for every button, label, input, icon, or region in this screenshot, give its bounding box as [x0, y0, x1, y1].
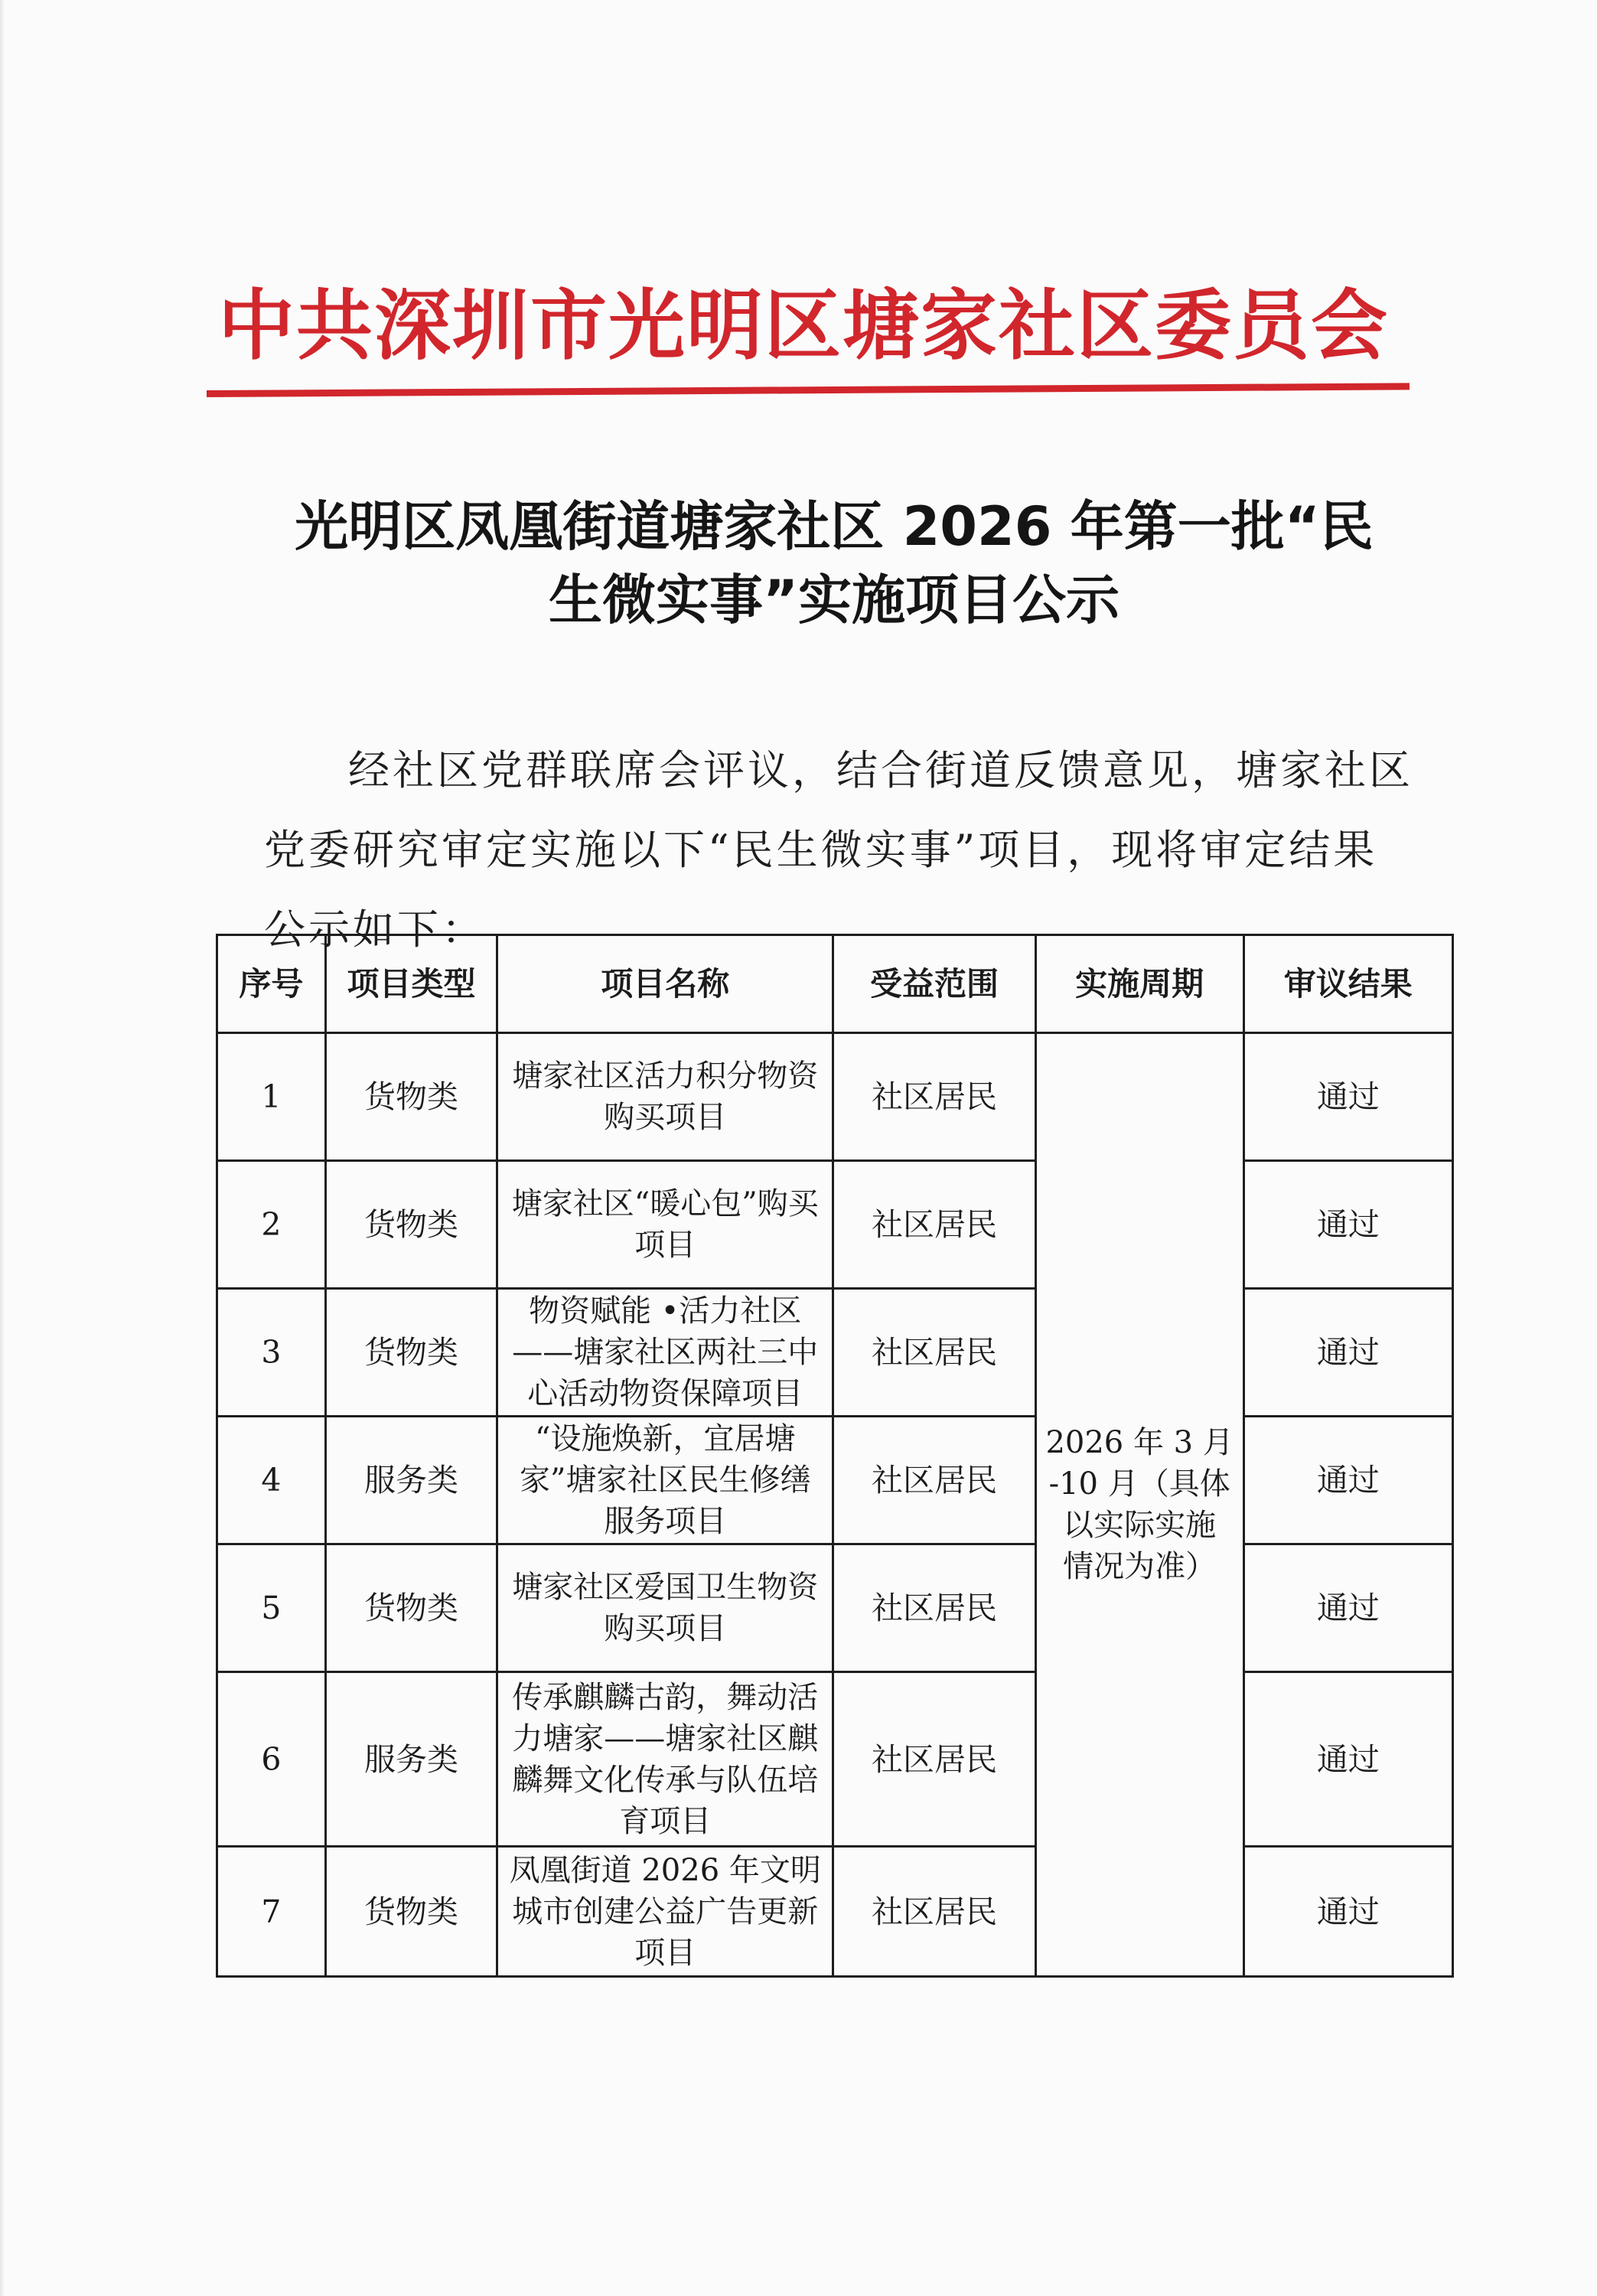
row-scope: 社区居民 — [833, 1161, 1035, 1289]
row-name: 凤凰街道 2026 年文明城市创建公益广告更新项目 — [497, 1847, 833, 1977]
table-row — [217, 1289, 1453, 1417]
header-result: 审议结果 — [1243, 935, 1452, 1033]
row-scope: 社区居民 — [833, 1544, 1035, 1672]
row-type: 服务类 — [325, 1417, 497, 1544]
row-result: 通过 — [1243, 1417, 1452, 1544]
row-type: 货物类 — [325, 1847, 497, 1977]
period-cell — [1035, 1033, 1243, 1977]
header-scope: 受益范围 — [833, 935, 1035, 1033]
header-period: 实施周期 — [1035, 935, 1243, 1033]
page-edge-shadow — [0, 0, 5, 2296]
row-name: 塘家社区活力积分物资购买项目 — [497, 1033, 833, 1161]
row-no: 3 — [217, 1289, 326, 1417]
row-scope: 社区居民 — [833, 1672, 1035, 1847]
projects-table — [216, 934, 1454, 1978]
row-scope: 社区居民 — [833, 1033, 1035, 1161]
table-row — [217, 1033, 1453, 1161]
row-result: 通过 — [1243, 1544, 1452, 1672]
row-no: 6 — [217, 1672, 326, 1847]
row-type: 货物类 — [325, 1161, 497, 1289]
row-scope: 社区居民 — [833, 1289, 1035, 1417]
document-title-line-1: 光明区凤凰街道塘家社区 2026 年第一批“民 — [295, 495, 1374, 558]
period-line-4: 情况为准） — [1063, 1549, 1217, 1584]
row-type: 货物类 — [325, 1033, 497, 1161]
row-no: 7 — [217, 1847, 326, 1977]
table-row — [217, 1672, 1453, 1847]
row-result: 通过 — [1243, 1161, 1452, 1289]
row-no: 2 — [217, 1161, 326, 1289]
row-name: 塘家社区爱国卫生物资购买项目 — [497, 1544, 833, 1672]
header-type: 项目类型 — [325, 935, 497, 1033]
row-name: 传承麒麟古韵，舞动活力塘家——塘家社区麒麟舞文化传承与队伍培育项目 — [497, 1672, 833, 1847]
row-result: 通过 — [1243, 1672, 1452, 1847]
table-row — [217, 1417, 1453, 1544]
intro-line-2: 党委研究审定实施以下“民生微实事”项目，现将审定结果 — [264, 826, 1378, 874]
row-name: 塘家社区“暖心包”购买项目 — [497, 1161, 833, 1289]
row-result: 通过 — [1243, 1033, 1452, 1161]
intro-line-3: 公示如下： — [264, 905, 486, 954]
row-type: 服务类 — [325, 1672, 497, 1847]
letterhead-title: 中共深圳市光明区塘家社区委员会 — [218, 280, 1389, 370]
table-row — [217, 1847, 1453, 1977]
letterhead-red-rule — [207, 383, 1410, 397]
row-type: 货物类 — [325, 1289, 497, 1417]
table-header-row — [217, 935, 1453, 1033]
row-type: 货物类 — [325, 1544, 497, 1672]
document-title-line-2: 生微实事”实施项目公示 — [548, 569, 1120, 631]
table-row — [217, 1161, 1453, 1289]
header-no: 序号 — [217, 935, 326, 1033]
row-name: 物资赋能 •活力社区——塘家社区两社三中心活动物资保障项目 — [497, 1289, 833, 1417]
period-line-2: -10 月（具体 — [1048, 1466, 1230, 1502]
document-title — [253, 490, 1416, 637]
row-no: 1 — [217, 1033, 326, 1161]
intro-line-1: 经社区党群联席会评议，结合街道反馈意见，塘家社区 — [348, 746, 1413, 794]
row-no: 5 — [217, 1544, 326, 1672]
row-no: 4 — [217, 1417, 326, 1544]
row-scope: 社区居民 — [833, 1847, 1035, 1977]
period-line-3: 以实际实施 — [1063, 1508, 1217, 1543]
row-scope: 社区居民 — [833, 1417, 1035, 1544]
period-line-1: 2026 年 3 月 — [1045, 1425, 1234, 1460]
table-row — [217, 1544, 1453, 1672]
header-name: 项目名称 — [497, 935, 833, 1033]
row-name: “设施焕新，宜居塘家”塘家社区民生修缮服务项目 — [497, 1417, 833, 1544]
row-result: 通过 — [1243, 1289, 1452, 1417]
row-result: 通过 — [1243, 1847, 1452, 1977]
